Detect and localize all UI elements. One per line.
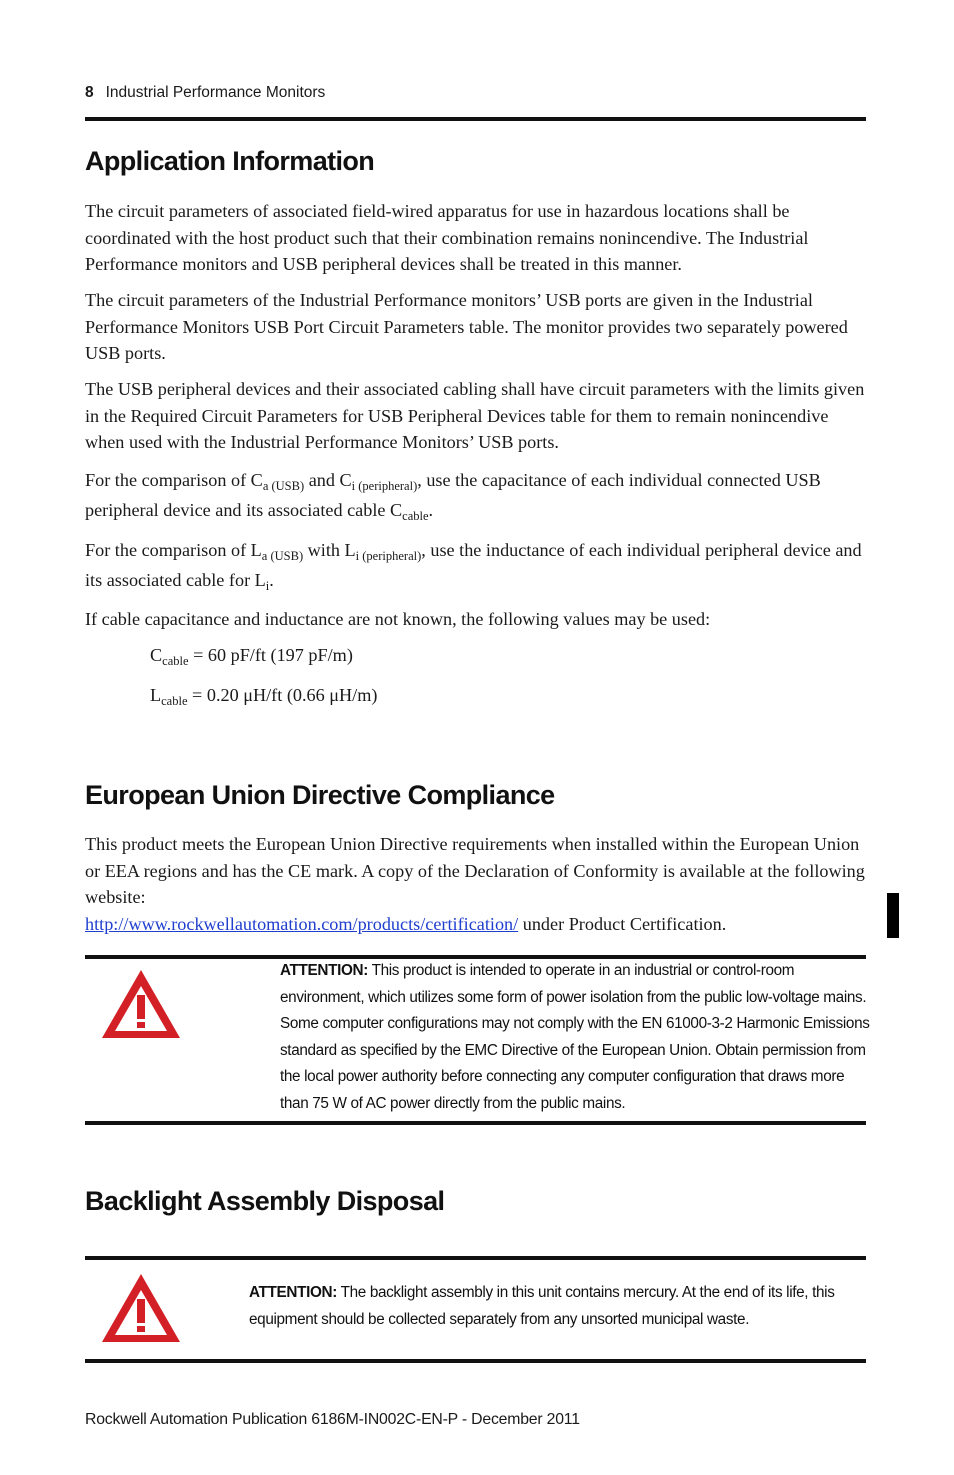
application-paragraph-2: The circuit parameters of the Industrial Performance monitors’ USB ports are given in the Industrial Performance Monitors USB Port Circuit Parameters table. The monitor provides two separately powered USB ports. xyxy=(85,290,848,363)
application-paragraph-4: For the comparison of $C_{a (USB)}$ and $C_{i (peripheral)}$, use the capacitance of each individual connected USB peripheral device and its associated cable $C_{cable}$. xyxy=(85,470,821,523)
backlight-attention-note: ATTENTION: The backlight assembly in this unit contains mercury. At the end of its life, this equipment should be collected separately from any unsorted municipal waste. xyxy=(249,1284,835,1328)
warning-triangle-icon xyxy=(98,966,184,1042)
page-number: 8 xyxy=(85,84,94,101)
application-paragraph-6: If cable capacitance and inductance are not known, the following values may be used: xyxy=(85,609,711,629)
section-title-backlight: Backlight Assembly Disposal xyxy=(85,1186,445,1216)
formula-c-cable: $C_{cable} = 60$ pF/ft (197 pF/m) xyxy=(150,645,353,668)
attention-bottom-rule-2 xyxy=(85,1359,866,1363)
attention-top-rule-2 xyxy=(85,1256,866,1260)
attention-label: ATTENTION: xyxy=(280,962,368,979)
publication-footer: Rockwell Automation Publication 6186M-IN002C-EN-P - December 2011 xyxy=(85,1411,580,1428)
header-rule xyxy=(85,117,866,121)
application-paragraph-3: The USB peripheral devices and their associated cabling shall have circuit parameters with the limits given in the Required Circuit Parameters for USB Peripheral Devices table for them to remain nonincendive when used with the Industrial Performance Monitors’ USB ports. xyxy=(85,379,865,452)
section-title-eu: European Union Directive Compliance xyxy=(85,780,555,810)
application-paragraph-5: For the comparison of $L_{a (USB)}$ with $L_{i (peripheral)}$, use the inductance of each individual peripheral device and its associated cable for $L_i$. xyxy=(85,540,862,593)
certification-link[interactable]: http://www.rockwellautomation.com/products/certification/ xyxy=(85,913,519,934)
attention-bottom-rule-1 xyxy=(85,1121,866,1125)
attention-label: ATTENTION: xyxy=(249,1284,337,1301)
application-paragraph-1: The circuit parameters of associated field-wired apparatus for use in hazardous locations shall be coordinated with the host product such that their combination remains nonincendive. The Industrial Performance monitors and USB peripheral devices shall be treated in this manner. xyxy=(85,201,809,274)
running-header xyxy=(85,84,325,102)
warning-triangle-icon xyxy=(98,1270,184,1346)
eu-paragraph: This product meets the European Union Directive requirements when installed within the European Union or EEA regions and has the CE mark. A copy of the Declaration of Conformity is available at the following website: http://www.rockwellautomation.com/products/certification/ under Product Certification. xyxy=(85,834,865,934)
formula-l-cable: $L_{cable} = 0.20$ μH/ft (0.66 μH/m) xyxy=(150,685,378,708)
section-title-application: Application Information xyxy=(85,146,375,176)
header-title: Industrial Performance Monitors xyxy=(105,84,326,101)
eu-attention-note: ATTENTION: This product is intended to operate in an industrial or control-room environment, which utilizes some form of power isolation from the public low-voltage mains. Some computer configurations may not comply with the EN 61000-3-2 Harmonic Emissions standard as specified by the EMC Directive of the European Union. Obtain permission from the local power authority before connecting any computer configuration that draws more than 75 W of AC power directly from the public mains. xyxy=(280,962,870,1112)
margin-thumb-tab xyxy=(887,893,899,938)
